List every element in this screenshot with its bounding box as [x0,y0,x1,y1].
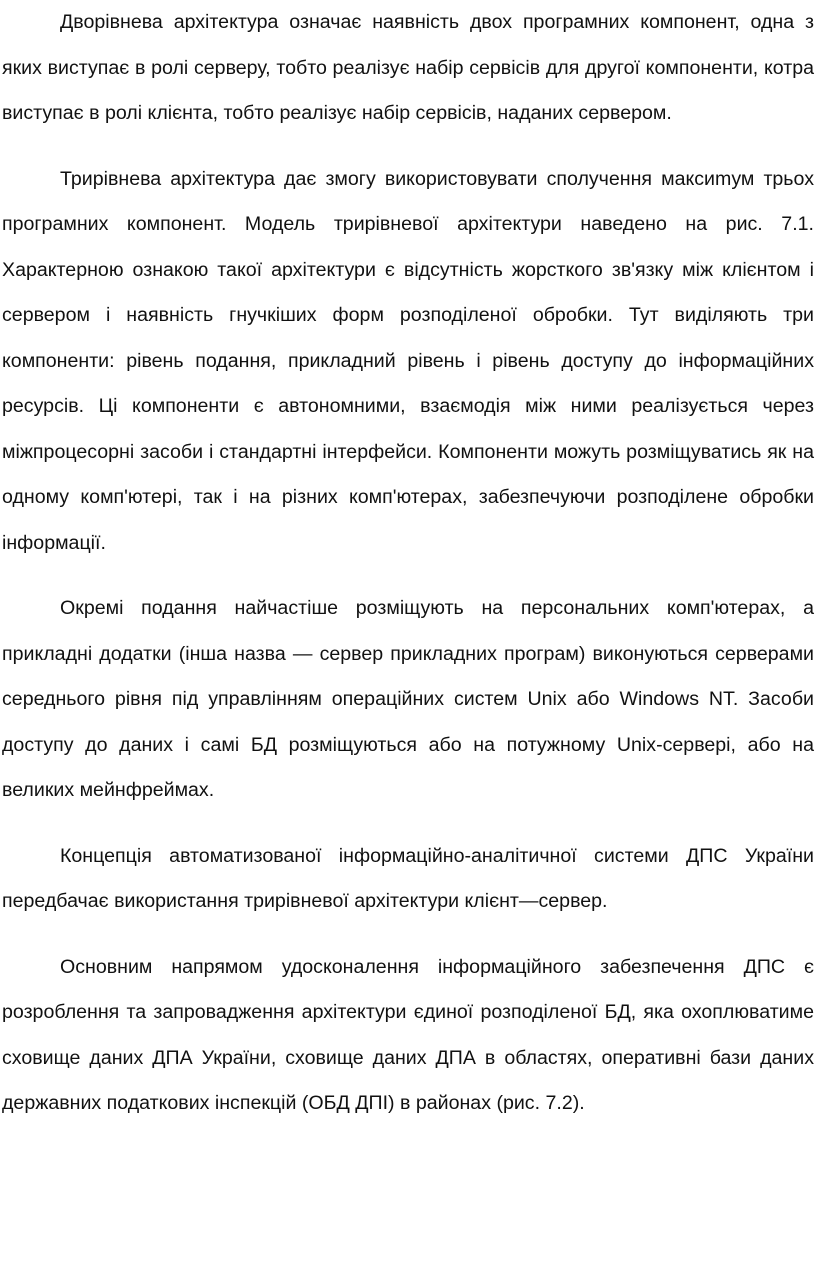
paragraph-two-tier: Дворівнева архітектура означає наявність двох програмних компонент, одна з яких виступає в ролі серверу, тобто реалізує набір сервісів для другої компоненти, котра виступає в ролі клієнта, тобто реалізує набір сервісів, наданих сервером. [2,11,814,124]
paragraph-gap [2,137,814,157]
paragraph-gap [2,566,814,586]
paragraph-concept: Концепція автоматизованої інформаційно-аналітичної системи ДПС України передбачає використання трирівневої архітектури клієнт—сервер. [2,844,814,912]
paragraph-gap [2,925,814,945]
paragraph-three-tier: Трирівнева архітектура дає змогу використовувати сполучення максиmум трьох програмних компонент. Модель трирівневої архітектури наведено на рис. 7.1. Характерною ознакою такої архітектури є відсутність жорсткого зв'язку між клієнтом і сервером і наявність гнучкіших форм розподіленої обробки. Тут виділяють три компоненти: рівень подання, прикладний рівень і рівень доступу до інформаційних ресурсів. Ці компоненти є автономними, взаємодія між ними реалізується через міжпроцесорні засоби і стандартні інтерфейси. Компоненти можуть розміщуватись як на одному комп'ютері, так і на різних комп'ютерах, забезпечуючи розподілене обробки інформації. [2,167,814,554]
paragraph-gap [2,814,814,834]
document-page [2,0,814,1127]
paragraph-presentation: Окремі подання найчастіше розміщують на персональних комп'ютерах, а прикладні додатки (інша назва — сервер прикладних програм) виконуються серверами середнього рівня під управлінням операційних систем Unix або Windows NT. Засоби доступу до даних і самі БД розміщуються або на потужному Unix-сервері, або на великих мейнфреймах. [2,597,814,801]
paragraph-main-direction: Основним напрямом удосконалення інформаційного забезпечення ДПС є розроблення та запровадження архітектури єдиної розподіленої БД, яка охоплюватиме сховище даних ДПА України, сховище даних ДПА в областях, оперативні бази даних державних податкових інспекцій (ОБД ДПІ) в районах (рис. 7.2). [2,955,814,1114]
